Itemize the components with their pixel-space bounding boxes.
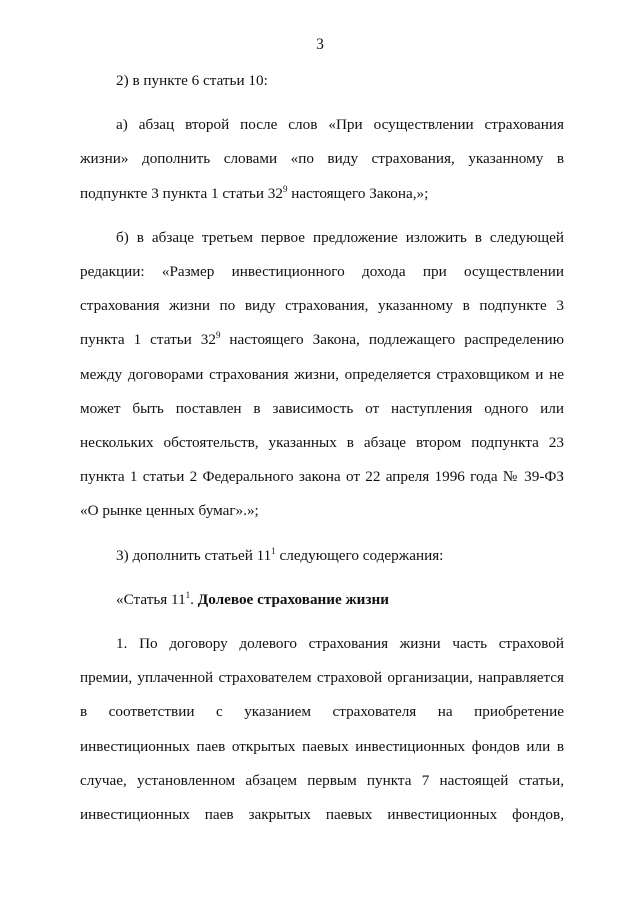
- paragraph-point-1: [80, 627, 564, 832]
- paragraph-subitem-b: [80, 221, 564, 529]
- document-body: [80, 64, 564, 832]
- paragraph-text: 3) дополнить статьей 11: [116, 546, 272, 564]
- page-number: 3: [316, 36, 324, 53]
- paragraph-text: б) в абзаце третьем первое предложение изложить в следующей редакции: «Размер инвестиционного дохода при осуществлении страхования жизни по виду страхования, указанному в подпункте 3 пункта 1 статьи 32: [80, 228, 564, 349]
- paragraph-text: 2) в пункте 6 статьи 10:: [116, 72, 268, 89]
- paragraph-item-3: [80, 539, 564, 573]
- paragraph-text: следующего содержания:: [275, 546, 444, 564]
- article-heading: [80, 583, 564, 617]
- superscript: 1: [185, 589, 191, 600]
- paragraph-text: настоящего Закона,»;: [287, 184, 429, 202]
- paragraph-text: настоящего Закона, подлежащего распределению между договорами страхования жизни, определяется страховщиком и не может быть поставлен в зависимость от наступления одного или нескольких обстоятельств, указанных в абзаце втором подпункта 23 пункта 1 статьи 2 Федерального закона от 22 апреля 1996 года № 39-ФЗ «О рынке ценных бумаг».»;: [80, 331, 564, 520]
- article-label-dot: .: [190, 590, 198, 608]
- paragraph-text: а) абзац второй после слов «При осуществлении страхования жизни» дополнить словами «по виду страхования, указанному в подпункте 3 пункта 1 статьи 32: [80, 116, 564, 202]
- article-title: Долевое страхование жизни: [197, 590, 389, 608]
- superscript: 9: [215, 330, 221, 341]
- paragraph-subitem-a: [80, 108, 564, 211]
- superscript: 1: [271, 545, 276, 556]
- superscript: 9: [282, 183, 288, 194]
- paragraph-text: 1. По договору долевого страхования жизни часть страховой премии, уплаченной страхователем страховой организации, направляется в соответствии с указанием страхователя на приобретение инвестиционных паев открытых паевых инвестиционных фондов или в случае, установленном абзацем первым пункта 7 настоящей статьи, инвестиционных паев закрытых паевых инвестиционных фондов,: [80, 635, 564, 824]
- article-label: «Статья 11: [116, 590, 186, 608]
- paragraph-item-2: [80, 64, 564, 98]
